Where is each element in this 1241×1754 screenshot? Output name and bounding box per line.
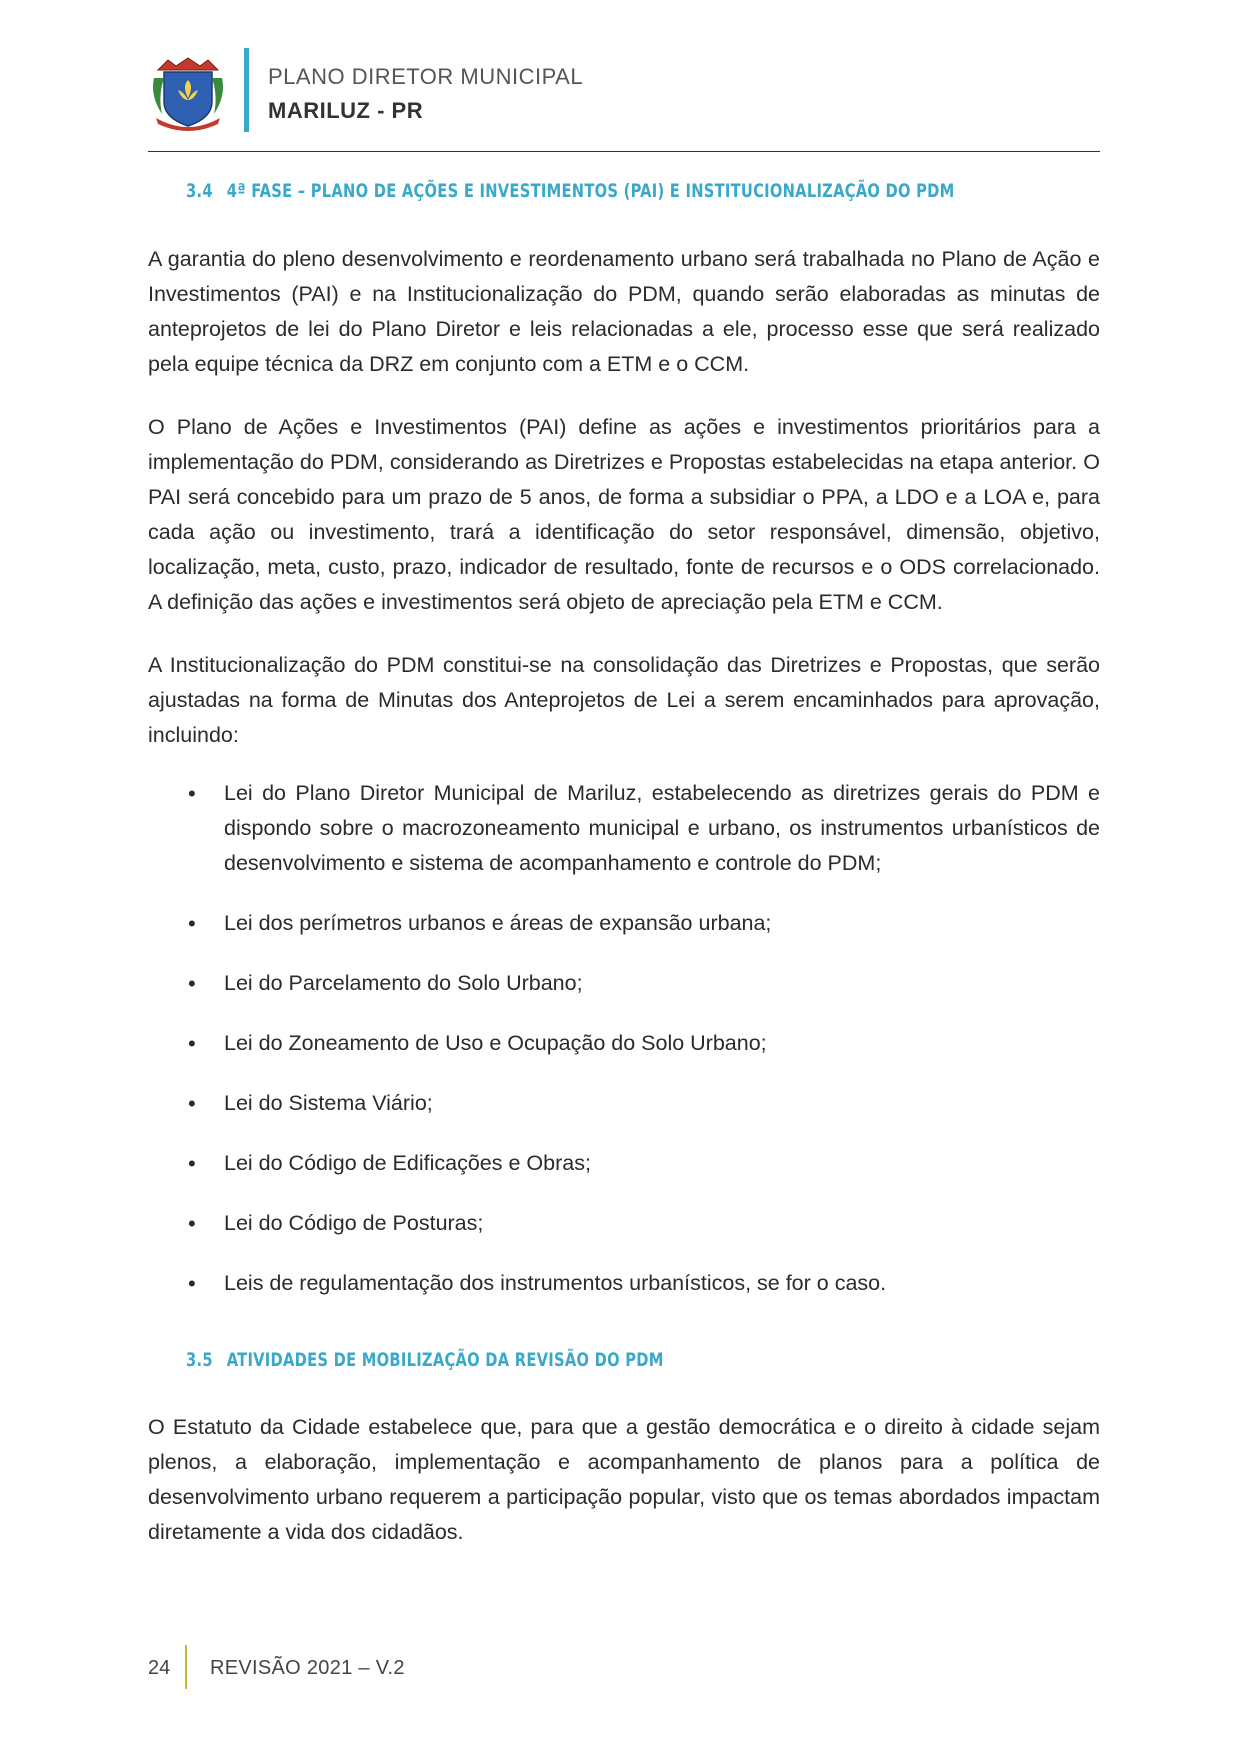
revision-label: REVISÃO 2021 – V.2 bbox=[210, 1657, 405, 1679]
paragraph-1: A garantia do pleno desenvolvimento e reordenamento urbano será trabalhada no Plano de Ação e Investimentos (PAI) e na Institucionalização do PDM, quando serão elaboradas as minutas de anteprojetos de lei do Plano Diretor e leis relacionadas a ele, processo esse que será realizado pela equipe técnica da DRZ em conjunto com a ETM e o CCM. bbox=[148, 247, 1100, 376]
footer-divider bbox=[185, 1645, 187, 1689]
section-heading-3-5 bbox=[186, 1349, 664, 1371]
header-divider bbox=[148, 151, 1100, 152]
section-title: ATIVIDADES DE MOBILIZAÇÃO DA REVISÃO DO PDM bbox=[226, 1349, 664, 1371]
municipal-crest-icon bbox=[148, 56, 228, 132]
section-title: 4ª FASE – PLANO DE AÇÕES E INVESTIMENTOS (PAI) E INSTITUCIONALIZAÇÃO DO PDM bbox=[226, 180, 955, 202]
list-item: • Lei do Parcelamento do Solo Urbano; bbox=[148, 966, 1100, 1001]
list-item: • Lei do Código de Posturas; bbox=[148, 1206, 1100, 1241]
paragraph-4: O Estatuto da Cidade estabelece que, para que a gestão democrática e o direito à cidade sejam plenos, a elaboração, implementação e acompanhamento de planos para a política de desenvolvimento urbano requerem a participação popular, visto que os temas abordados impactam diretamente a vida dos cidadãos. bbox=[148, 1415, 1100, 1544]
list-item: • Lei do Plano Diretor Municipal de Mariluz, estabelecendo as diretrizes gerais do PDM e dispondo sobre o macrozoneamento municipal e urbano, os instrumentos urbanísticos de desenvolvimento e sistema de acompanhamento e controle do PDM; bbox=[148, 776, 1100, 881]
law-list bbox=[148, 776, 1100, 1326]
list-item: • Lei do Zoneamento de Uso e Ocupação do Solo Urbano; bbox=[148, 1026, 1100, 1061]
section-number: 3.5 bbox=[186, 1349, 213, 1371]
section-number: 3.4 bbox=[186, 180, 213, 202]
page-header bbox=[148, 48, 1100, 152]
header-subtitle: MARILUZ - PR bbox=[268, 98, 424, 123]
list-item: • Lei do Sistema Viário; bbox=[148, 1086, 1100, 1121]
list-item: • Lei dos perímetros urbanos e áreas de expansão urbana; bbox=[148, 906, 1100, 941]
page-number: 24 bbox=[148, 1657, 171, 1679]
section-heading-3-4 bbox=[186, 180, 955, 202]
header-accent-bar bbox=[244, 48, 249, 132]
paragraph-3: A Institucionalização do PDM constitui-se na consolidação das Diretrizes e Propostas, que serão ajustadas na forma de Minutas dos Anteprojetos de Lei a serem encaminhados para aprovação, incluindo: bbox=[148, 653, 1100, 747]
paragraph-2: O Plano de Ações e Investimentos (PAI) define as ações e investimentos prioritários para a implementação do PDM, considerando as Diretrizes e Propostas estabelecidas na etapa anterior. O PAI será concebido para um prazo de 5 anos, de forma a subsidiar o PPA, a LDO e a LOA e, para cada ação ou investimento, trará a identificação do setor responsável, dimensão, objetivo, localização, meta, custo, prazo, indicador de resultado, fonte de recursos e o ODS correlacionado. A definição das ações e investimentos será objeto de apreciação pela ETM e CCM. bbox=[148, 415, 1100, 614]
header-title: PLANO DIRETOR MUNICIPAL bbox=[268, 64, 584, 89]
list-item: • Leis de regulamentação dos instrumentos urbanísticos, se for o caso. bbox=[148, 1266, 1100, 1301]
list-item: • Lei do Código de Edificações e Obras; bbox=[148, 1146, 1100, 1181]
